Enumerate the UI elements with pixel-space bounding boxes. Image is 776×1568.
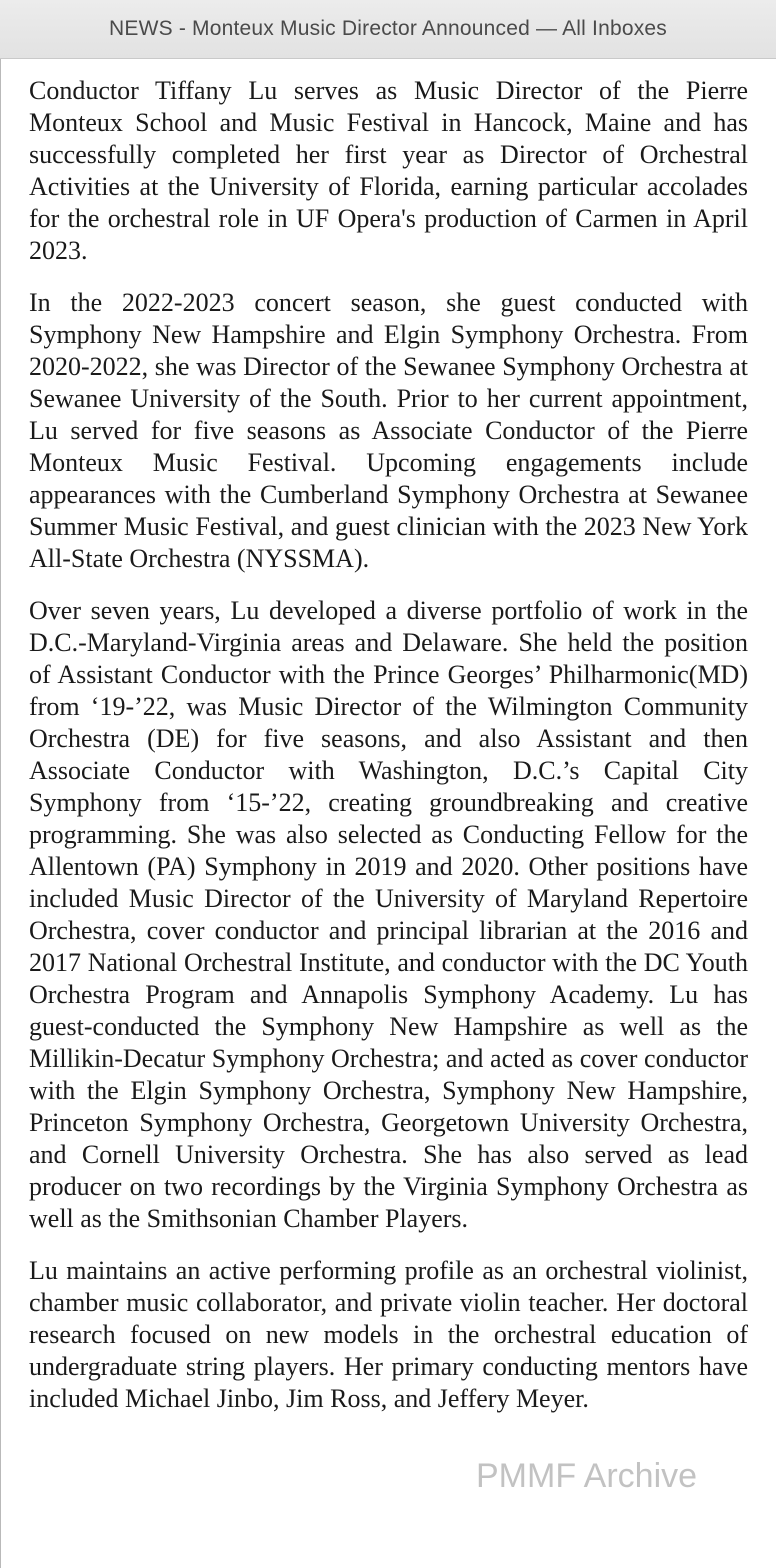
- message-paragraph: Lu maintains an active performing profile as an orchestral violinist, chamber music collaborator, and private violin teacher. Her doctoral research focused on new models in the orchestral education of undergraduate string players. Her primary conducting mentors have included Michael Jinbo, Jim Ross, and Jeffery Meyer.: [29, 1256, 748, 1413]
- window-titlebar: [0, 0, 776, 59]
- message-paragraph: In the 2022-2023 concert season, she guest conducted with Symphony New Hampshire and Elgin Symphony Orchestra. From 2020-2022, she was Director of the Sewanee Symphony Orchestra at Sewanee University of the South. Prior to her current appointment, Lu served for five seasons as Associate Conductor of the Pierre Monteux Music Festival. Upcoming engagements include appearances with the Cumberland Symphony Orchestra at Sewanee Summer Music Festival, and guest clinician with the 2023 New York All-State Orchestra (NYSSMA).: [29, 288, 748, 573]
- window-title: NEWS - Monteux Music Director Announced — All Inboxes: [109, 17, 667, 40]
- archive-watermark: PMMF Archive: [476, 1457, 698, 1495]
- message-paragraph: Conductor Tiffany Lu serves as Music Director of the Pierre Monteux School and Music Festival in Hancock, Maine and has successfully completed her first year as Director of Orchestral Activities at the University of Florida, earning particular accolades for the orchestral role in UF Opera's production of Carmen in April 2023.: [29, 76, 748, 265]
- message-body[interactable]: [0, 59, 776, 1568]
- message-paragraph: Over seven years, Lu developed a diverse portfolio of work in the D.C.-Maryland-Virginia areas and Delaware. She held the position of Assistant Conductor with the Prince Georges’ Philharmonic(MD) from ‘19-’22, was Music Director of the Wilmington Community Orchestra (DE) for five seasons, and also Assistant and then Associate Conductor with Washington, D.C.’s Capital City Symphony from ‘15-’22, creating groundbreaking and creative programming. She was also selected as Conducting Fellow for the Allentown (PA) Symphony in 2019 and 2020. Other positions have included Music Director of the University of Maryland Repertoire Orchestra, cover conductor and principal librarian at the 2016 and 2017 National Orchestral Institute, and conductor with the DC Youth Orchestra Program and Annapolis Symphony Academy. Lu has guest-conducted the Symphony New Hampshire as well as the Millikin-Decatur Symphony Orchestra; and acted as cover conductor with the Elgin Symphony Orchestra, Symphony New Hampshire, Princeton Symphony Orchestra, Georgetown University Orchestra, and Cornell University Orchestra. She has also served as lead producer on two recordings by the Virginia Symphony Orchestra as well as the Smithsonian Chamber Players.: [29, 596, 748, 1233]
